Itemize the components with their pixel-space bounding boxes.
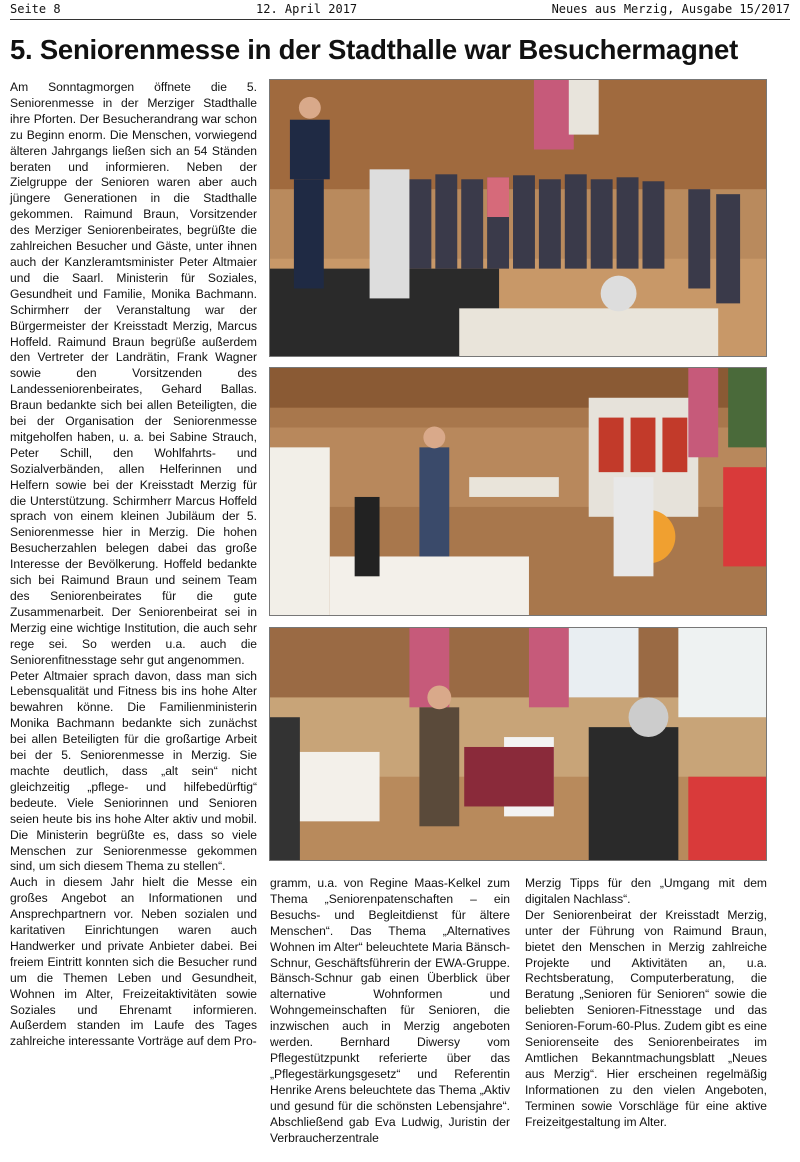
speaker-photo-illustration bbox=[270, 80, 766, 356]
photo-speaker-at-podium bbox=[269, 79, 767, 357]
publication-name: Neues aus Merzig, Ausgabe 15/2017 bbox=[551, 2, 790, 16]
paragraph: Am Sonntagmorgen öffnete die 5. Seniorenmesse in der Merziger Stadthalle ihre Pforten. Der Besucherandrang war schon zu Beginn enorm. Die Menschen, vorwiegend älteren Jahrgangs ließen sich an 54 Ständen beraten und informieren. Neben der Zielgruppe der Senioren waren aber auch jüngere Generationen in die Stadthalle gekommen. Raimund Braun, Vorsitzender des Merziger Seniorenbeirates, begrüßte die zahlreichen Besucher und Gäste, unter ihnen auch der Kanzleramtsminister Peter Altmaier und die Saarl. Ministerin für Soziales, Gesundheit und Familie, Monika Bachmann. Schirmherr der Veranstaltung war der Bürgermeister der Kreisstadt Merzig, Marcus Hoffeld. Raimund Braun begrüße außerdem den Vertreter der Landrätin, Frank Wagner sowie den Vorsitzenden des Landesseniorenbeirates, Gehard Ballas. Braun bedankte sich bei allen Beteiligten, die bei der Organisation der Seniorenmesse mitgeholfen haben, u. a. bei Sabine Strauch, Peter Schill, den Wohlfahrts- und Sozialverbänden, allen Helferinnen und Helfern sowie bei der Kreisstadt Merzig für die Unterstützung. Schirmherr Marcus Hoffeld sprach von einem kleinen Jubiläum der 5. Seniorenmesse hier in Merzig. Die hohen Besucherzahlen belegen dabei das große Interesse der Bevölkerung. Hoffeld bedankte sich bei Raimund Braun und seinem Team des Seniorenbeirates für die gute Zusammenarbeit. Der Seniorenbeirat sei in Merzig eine wichtige Institution, die auch sehr rege sei. So werden u.a. auch die Seniorenfitnesstage sehr gut angenommen. bbox=[10, 80, 257, 667]
page-header bbox=[10, 0, 790, 20]
photo-visitors-hall bbox=[269, 627, 767, 861]
paragraph: Peter Altmaier sprach davon, dass man sich Lebensqualität und Fitness bis ins hohe Alter bewahren könne. Die Familienministerin Monika Bachmann bedankte sich zunächst bei allen Beteiligten für die großartige Arbeit bei der 5. Seniorenmesse in Merzig. Sie machte deutlich, dass „alt sein“ nicht gleichzeitig „pflege- und hilfebedürftig“ bedeute. Viele Seniorinnen und Senioren seien heute bis ins hohe Alter aktiv und mobil. Die Ministerin begrüßte es, dass so viele Menschen zur Seniorenmesse gekommen sind, um sich diesem Thema zu stellen“. bbox=[10, 668, 257, 874]
paragraph: Auch in diesem Jahr hielt die Messe ein großes Angebot an Informationen und Ansprechpartnern vor. Neben sozialen und karitativen Einrichtungen waren auch Handwerker und private Anbieter dabei. Bei freiem Eintritt konnten sich die Besucher rund um die Themen Leben und Gesundheit, Wohnen im Alter, Freizeitaktivitäten sowie Soziales und Ehrenamt informieren. Außerdem standen im Laufe des Tages zahlreiche interessante Vorträge auf dem Pro- bbox=[10, 875, 257, 1049]
page-number: Seite 8 bbox=[10, 2, 61, 16]
paragraph: gramm, u.a. von Regine Maas-Kelkel zum Thema „Seniorenpatenschaften – ein Besuchs- und Begleitdienst für ältere Menschen“. Das Thema „Alternatives Wohnen im Alter“ beleuchtete Maria Bänsch-Schnur, Geschäftsführerin der EWA-Gruppe. Bänsch-Schnur gab einen Überblick über alternative Wohnformen und Wohngemeinschaften für Senioren, die inzwischen auch in Merzig angeboten werden. Bernhard Diwersy vom Pflegestützpunkt referierte über das „Pflegestärkungsgesetz“ und Referentin Henrike Arens beleuchtete das Thema „Aktiv und gesund für die schönsten Lebensjahre“. Abschließend gab Eva Ludwig, Juristin der Verbraucherzentrale bbox=[270, 876, 510, 1145]
paragraph: Merzig Tipps für den „Umgang mit dem digitalen Nachlass“. bbox=[525, 876, 767, 906]
visitors-photo-illustration bbox=[270, 628, 766, 860]
paragraph: Der Seniorenbeirat der Kreisstadt Merzig, unter der Führung von Raimund Braun, bietet den Menschen in Merzig zahlreiche Projekte und Aktivitäten an, u.a. Rechtsberatung, Computerberatung, die Beratung „Senioren für Senioren“ sowie die beliebten Senioren-Fitnesstage und das Senioren-Forum-60-Plus. Zudem gibt es eine Seniorenseite des Seniorenbeirates im Amtlichen Bekanntmachungsblatt „Neues aus Merzig“. Hier erscheinen regelmäßig Informationen zu den vielen Angeboten, Terminen sowie Vorschläge für eine aktive Freizeitgestaltung im Alter. bbox=[525, 907, 767, 1129]
issue-date: 12. April 2017 bbox=[256, 2, 358, 16]
article-column-1 bbox=[10, 80, 257, 1050]
photo-exhibition-stands bbox=[269, 367, 767, 616]
stands-photo-illustration bbox=[270, 368, 766, 615]
article-column-3 bbox=[525, 876, 767, 1131]
article-column-2 bbox=[270, 876, 510, 1146]
article-title: 5. Seniorenmesse in der Stadthalle war Besuchermagnet bbox=[10, 34, 738, 65]
